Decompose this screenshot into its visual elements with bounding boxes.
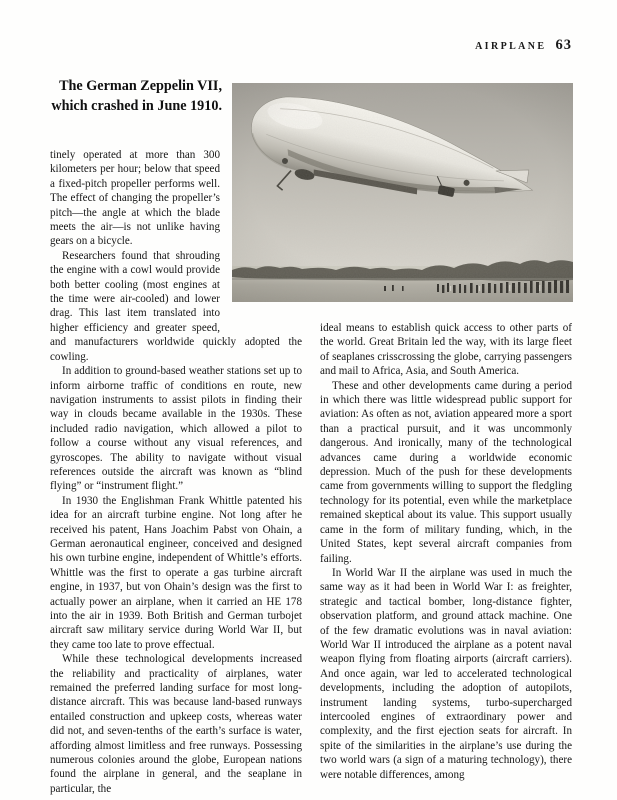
left-text-column — [50, 148, 302, 796]
paragraph: Researchers found that shrouding the engine with a cowl would provide both better cooling (most engines at the time were air-cooled) and lower drag. This last item translated into higher efficiency and greater speed, and manufacturers worldwide quickly adopted the cowling. — [50, 249, 302, 363]
running-head — [475, 37, 572, 54]
photo-caption-line-1: The German Zeppelin VII, — [59, 78, 222, 94]
page-number: 63 — [555, 37, 572, 53]
paragraph: tinely operated at more than 300 kilometers per hour; below that speed a fixed-pitch propeller performs well. The effect of changing the propeller’s pitch—the angle at which the blade meets the air—is not unlike having gears on a bicycle. — [50, 149, 220, 248]
running-title: AIRPLANE — [475, 41, 547, 52]
right-text-column — [320, 321, 572, 782]
paragraph: These and other developments came during a period in which there was little widespread public support for aviation: As often as not, aviation appeared more a sport than a practical pursuit, and it was uncommonly dangerous. And ironically, many of the technological advances came during a worldwide economic depression. Much of the push for these developments came from governments willing to support the fledgling technology for its potential, even while the marketplace remained skeptical about its value. This support usually came in the form of military funding, which, in the United States, kept several aircraft companies from failing. — [320, 379, 572, 565]
paragraph: In 1930 the Englishman Frank Whittle patented his idea for an aircraft turbine engine. Not long after he received his patent, Hans Joachim Pabst von Ohain, a German aeronautical engineer, conceived and designed his own turbine engine, independent of Whittle’s efforts. Whittle was the first to operate a gas turbine aircraft engine, in 1937, but von Ohain’s design was the first to actually power an airplane, when it carried an HE 178 into the air in 1939. Both British and German turbojet aircraft saw military service during World War II, but they came too late to prove effectual. — [50, 494, 302, 651]
paragraph: In addition to ground-based weather stations set up to inform airborne traffic of conditions en route, new navigation instruments to assist pilots in finding their way in clouds became available in the 1930s. These included radio navigation, which allowed a pilot to follow a course without any visual references, and gyroscopes. The ability to navigate without visual references outside the aircraft was known as “blind flying” or “instrument flight.” — [50, 365, 302, 493]
paragraph: ideal means to establish quick access to other parts of the world. Great Britain led the way, with its large fleet of seaplanes crisscrossing the globe, carrying passengers and mail to Africa, Asia, and South America. — [320, 322, 572, 378]
paragraph: In World War II the airplane was used in much the same way as it had been in World War I: as freighter, strategic and tactical bomber, long-distance fighter, observation platform, and ground attack machine. One of the few dramatic evolutions was in naval aviation: World War II introduced the airplane as a potent naval weapon flying from floating airports (aircraft carriers). And once again, war led to accelerated technological developments, including the adoption of autopilots, instrument landing systems, turbo-supercharged intercooled engines of extraordinary power and complexity, and the first ejection seats for aircraft. In spite of the similarities in the airplane’s use during the two world wars (a sign of a maturing technology), there were notable differences, among — [320, 566, 572, 781]
paragraph: While these technological developments increased the reliability and practicality of airplanes, water remained the preferred landing surface for most long-distance aircraft. This was because land-based runways entailed construction and upkeep costs, whereas water did not, and seven-tenths of the earth’s surface is water, affording almost limitless and free runways. Possessing numerous colonies around the globe, European nations found the airplane in general, and the seaplane in particular, the — [50, 653, 302, 795]
photo-caption-line-2: which crashed in June 1910. — [51, 98, 222, 114]
photo-wrap-spacer — [220, 148, 302, 321]
photo-caption — [48, 76, 222, 116]
